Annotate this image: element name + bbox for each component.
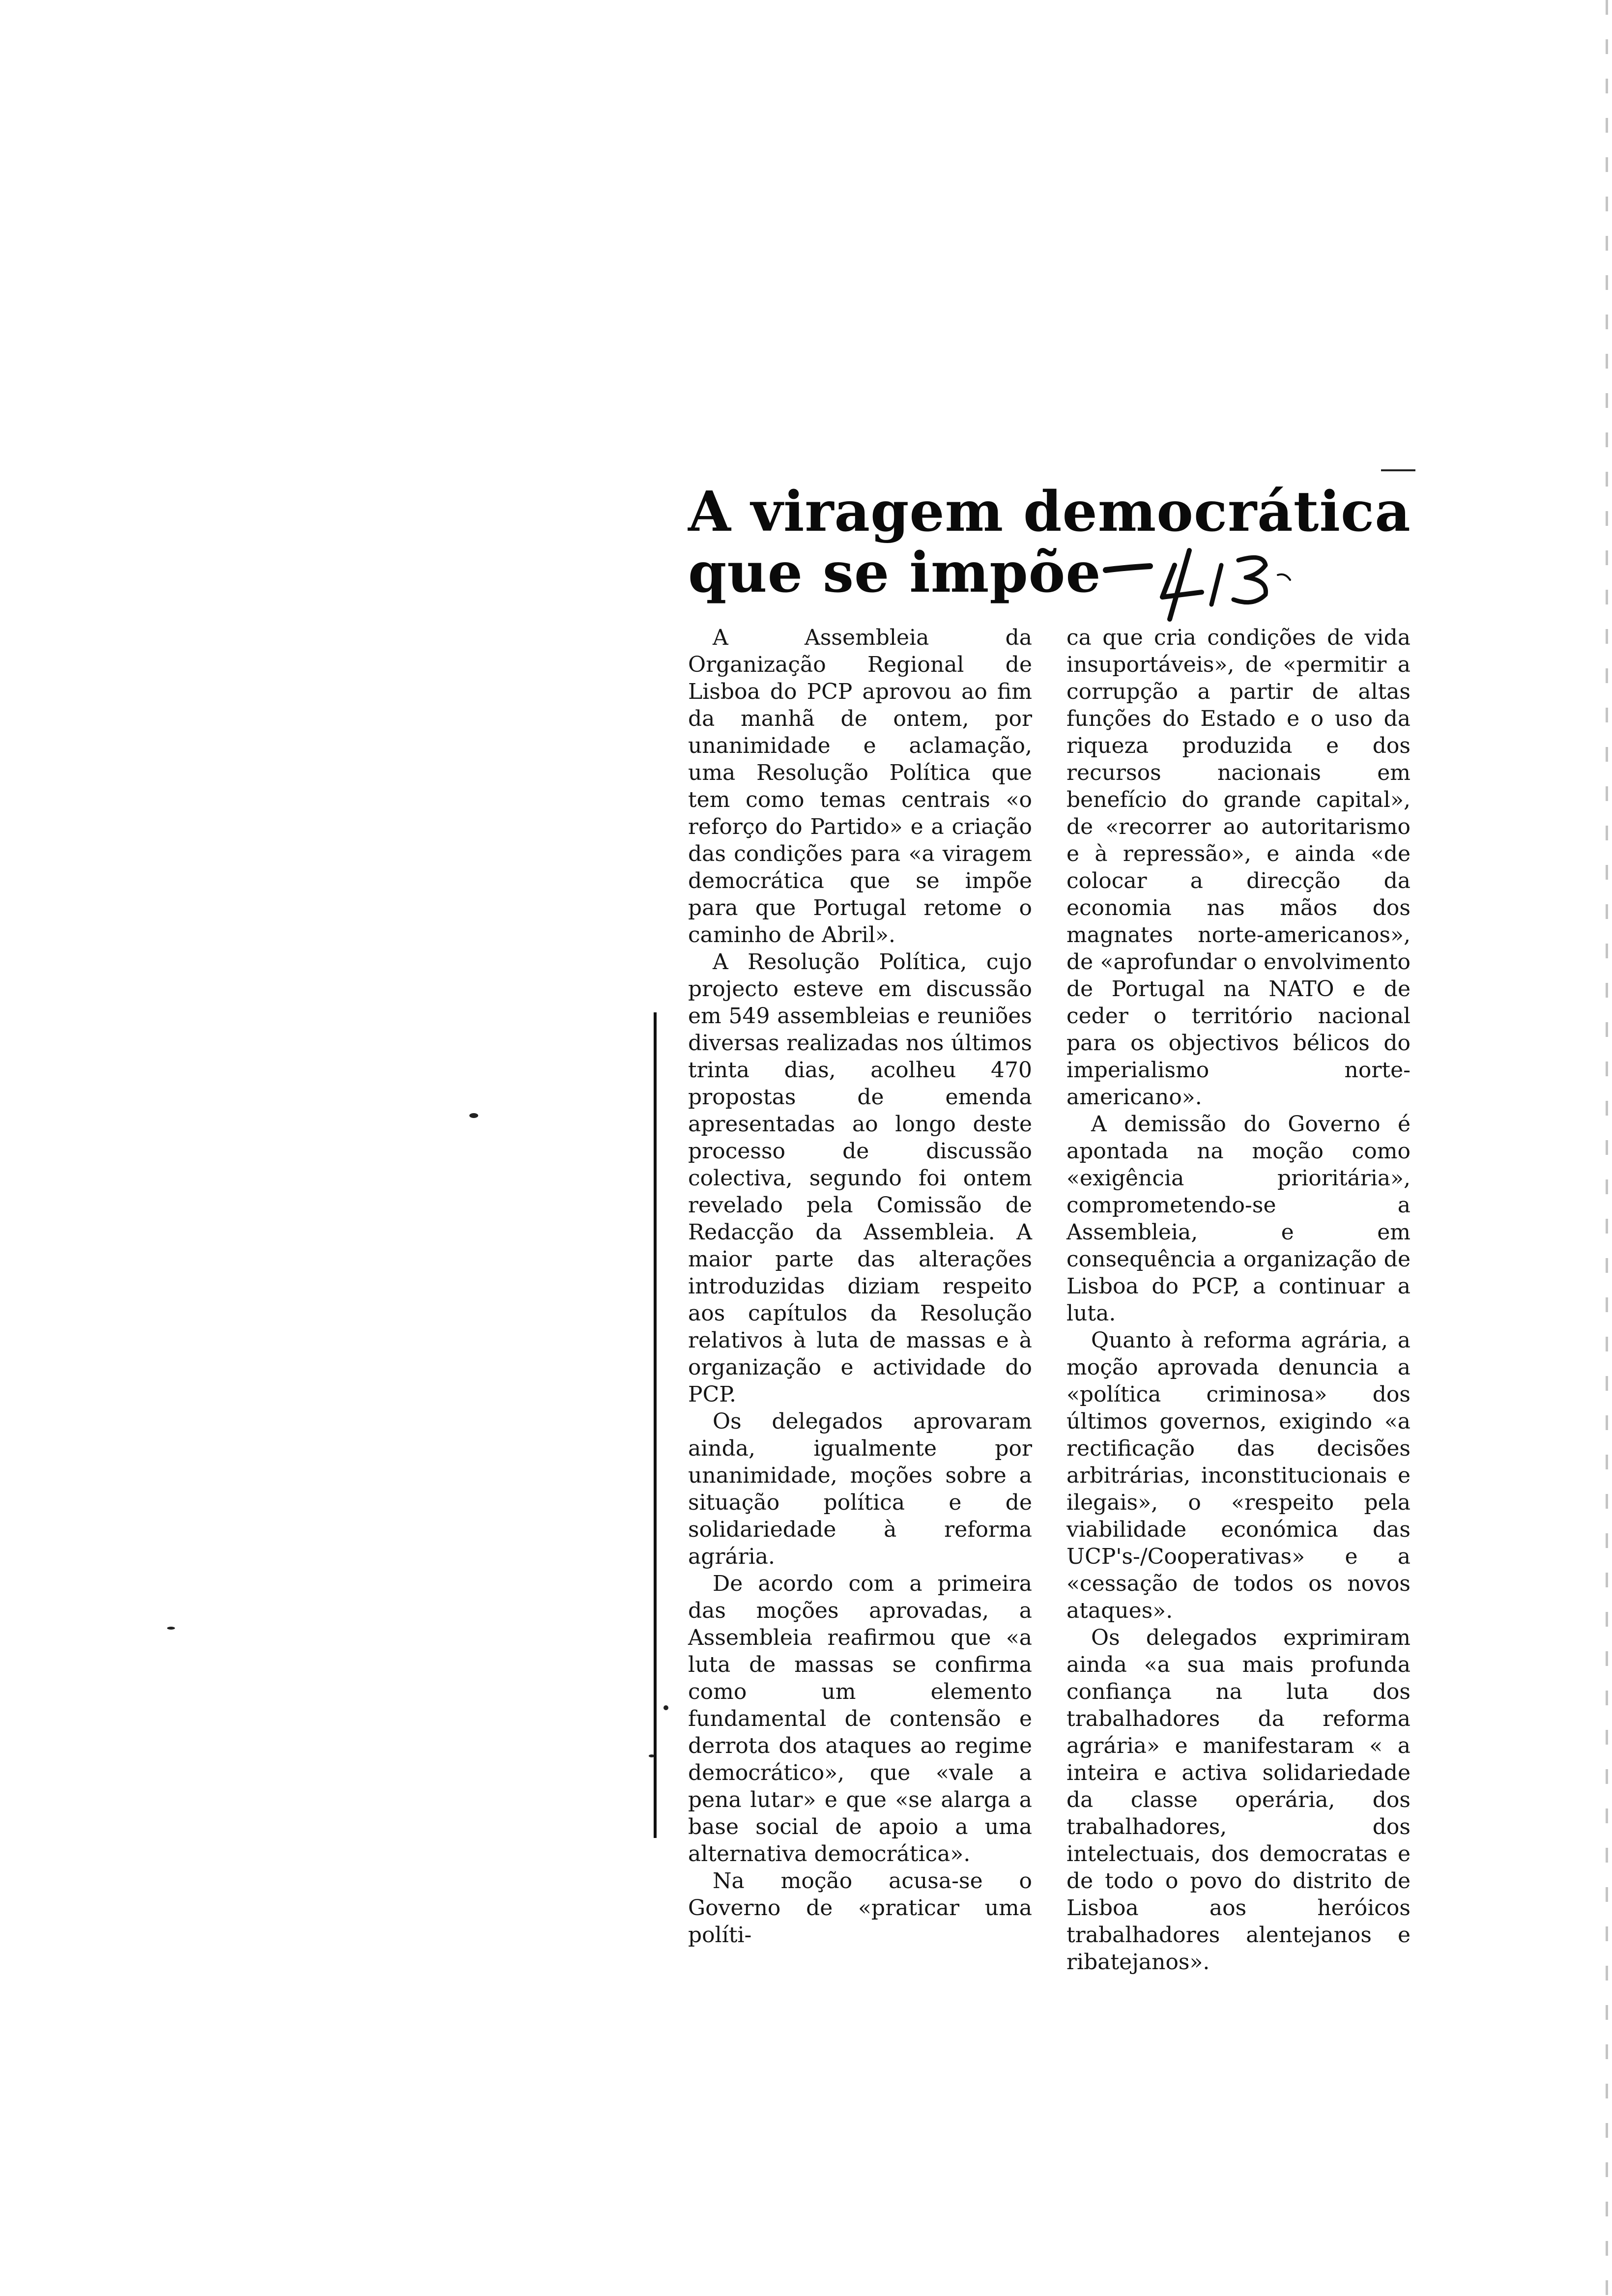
scan-speck [469,1113,478,1118]
scan-dash-artifact [1381,469,1415,471]
article-paragraph: Os delegados exprimiram ainda «a sua mais profunda confiança na luta dos trabalhadores da reforma agrária» e manifestaram « a inteira e activa solidariedade da classe operária, dos trabalhadores, dos intelectuais, dos democratas e de todo o povo do distrito de Lisboa aos heróicos trabalhadores alentejanos e ribatejanos». [1066,1625,1410,1975]
headline-line-2: que se impõe [688,541,1101,605]
article-paragraph: Na moção acusa-se o Governo de «praticar uma políti- [688,1868,1032,1948]
article-paragraph: A demissão do Governo é apontada na moção como «exigência prioritária», comprometendo-se a Assembleia, e em consequência a organização de Lisboa do PCP, a continuar a luta. [1066,1112,1410,1326]
handwritten-dash [1106,566,1150,570]
article-paragraph: Quanto à reforma agrária, a moção aprovada denuncia a «política criminosa» dos últimos governos, exigindo «a rectificação das decisões arbitrárias, inconstitucionais e ilegais», o «respeito pela viabilidade económica das UCP's-/Cooperativas» e a «cessação de todos os novos ataques». [1066,1328,1410,1623]
headline-line-1: A viragem democrática [688,480,1411,544]
handwritten-digit-3 [1234,557,1266,602]
article-column-right [1066,624,1410,1976]
clipping-edge-rule [654,1012,657,1838]
handwritten-archive-mark [1096,545,1342,624]
article-paragraph: Os delegados aprovaram ainda, igualmente por unanimidade, moções sobre a situação política e de solidariedade à reforma agrária. [688,1409,1032,1569]
scan-edge-artifact [1606,0,1608,2296]
article-body [688,624,1425,1975]
handwritten-tail [1278,574,1290,580]
article-paragraph: A Resolução Política, cujo projecto esteve em discussão em 549 assembleias e reuniões diversas realizadas nos últimos trinta dias, acolheu 470 propostas de emenda apresentadas ao longo deste processo de discussão colectiva, segundo foi ontem revelado pela Comissão de Redacção da Assembleia. A maior parte das alterações introduzidas diziam respeito aos capítulos da Resolução relativos à luta de massas e à organização e actividade do PCP. [688,949,1032,1407]
handwritten-digit-1 [1211,565,1221,604]
scan-speck [167,1627,175,1630]
article-paragraph: De acordo com a primeira das moções aprovadas, a Assembleia reafirmou que «a luta de massas se confirma como um elemento fundamental de contensão e derrota dos ataques ao regime democrático», que «vale a pena lutar» e que «se alarga a base social de apoio a uma alternativa democrática». [688,1571,1032,1866]
article-paragraph: A Assembleia da Organização Regional de Lisboa do PCP aprovou ao fim da manhã de ontem, por unanimidade e aclamação, uma Resolução Política que tem como temas centrais «o reforço do Partido» e a criação das condições para «a viragem democrática que se impõe para que Portugal retome o caminho de Abril». [688,625,1032,947]
article-column-left [688,624,1032,1949]
newspaper-clipping [654,472,1450,1975]
handwritten-digit-4 [1162,550,1202,619]
article-paragraph: ca que cria condições de vida insuportáveis», de «permitir a corrupção a partir de altas funções do Estado e o uso da riqueza produzida e dos recursos nacionais em benefício do grande capital», de «recorrer ao autoritarismo e à repressão», e ainda «de colocar a direcção da economia nas mãos dos magnates norte-americanos», de «aprofundar o envolvimento de Portugal na NATO e de ceder o território nacional para os objectivos bélicos do imperialismo norte-americano». [1066,625,1410,1110]
